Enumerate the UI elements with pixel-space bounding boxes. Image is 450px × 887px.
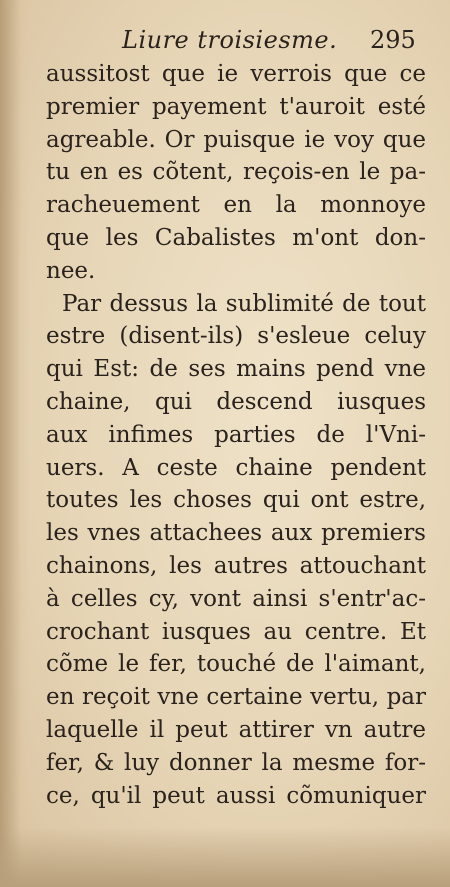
text-line: aux infimes parties de l'Vni- <box>46 421 426 448</box>
text-line: nee. <box>46 257 96 284</box>
text-line: aussitost que ie verrois que ce <box>46 61 426 87</box>
text-line: chainons, les autres attouchant <box>46 552 426 579</box>
text-line: tu en es cõtent, reçois-en le pa- <box>46 159 426 186</box>
page-edge-shadow <box>0 0 30 887</box>
text-line: toutes les choses qui ont estre, <box>46 487 426 514</box>
text-line: crochant iusques au centre. Et <box>46 618 426 645</box>
text-line: agreable. Or puisque ie voy que <box>46 126 426 153</box>
text-line: ce, qu'il peut aussi cõmuniquer <box>46 782 426 809</box>
running-title: Liure troisiesme. <box>122 26 338 54</box>
text-line: que les Cabalistes m'ont don- <box>46 224 426 251</box>
text-line: premier payement t'auroit esté <box>46 93 426 120</box>
text-line: laquelle il peut attirer vn autre <box>46 716 426 743</box>
page-number: 295 <box>370 26 416 54</box>
text-line: estre (disent-ils) s'esleue celuy <box>46 323 426 350</box>
text-line: chaine, qui descend iusques <box>46 388 426 415</box>
text-line: qui Est: de ses mains pend vne <box>46 356 426 383</box>
text-line: cõme le fer, touché de l'aimant, <box>46 651 426 678</box>
text-line: Par dessus la sublimité de tout <box>62 290 426 317</box>
text-line: racheuement en la monnoye <box>46 192 426 219</box>
text-line: à celles cy, vont ainsi s'entr'ac- <box>46 585 426 612</box>
text-line: uers. A ceste chaine pendent <box>46 454 426 481</box>
running-head <box>0 24 450 58</box>
text-line: en reçoit vne certaine vertu, par <box>46 684 426 711</box>
text-line: fer, & luy donner la mesme for- <box>46 749 426 776</box>
text-line: les vnes attachees aux premiers <box>46 520 426 547</box>
body-text <box>46 58 426 812</box>
page-bottom-shadow <box>0 827 450 887</box>
